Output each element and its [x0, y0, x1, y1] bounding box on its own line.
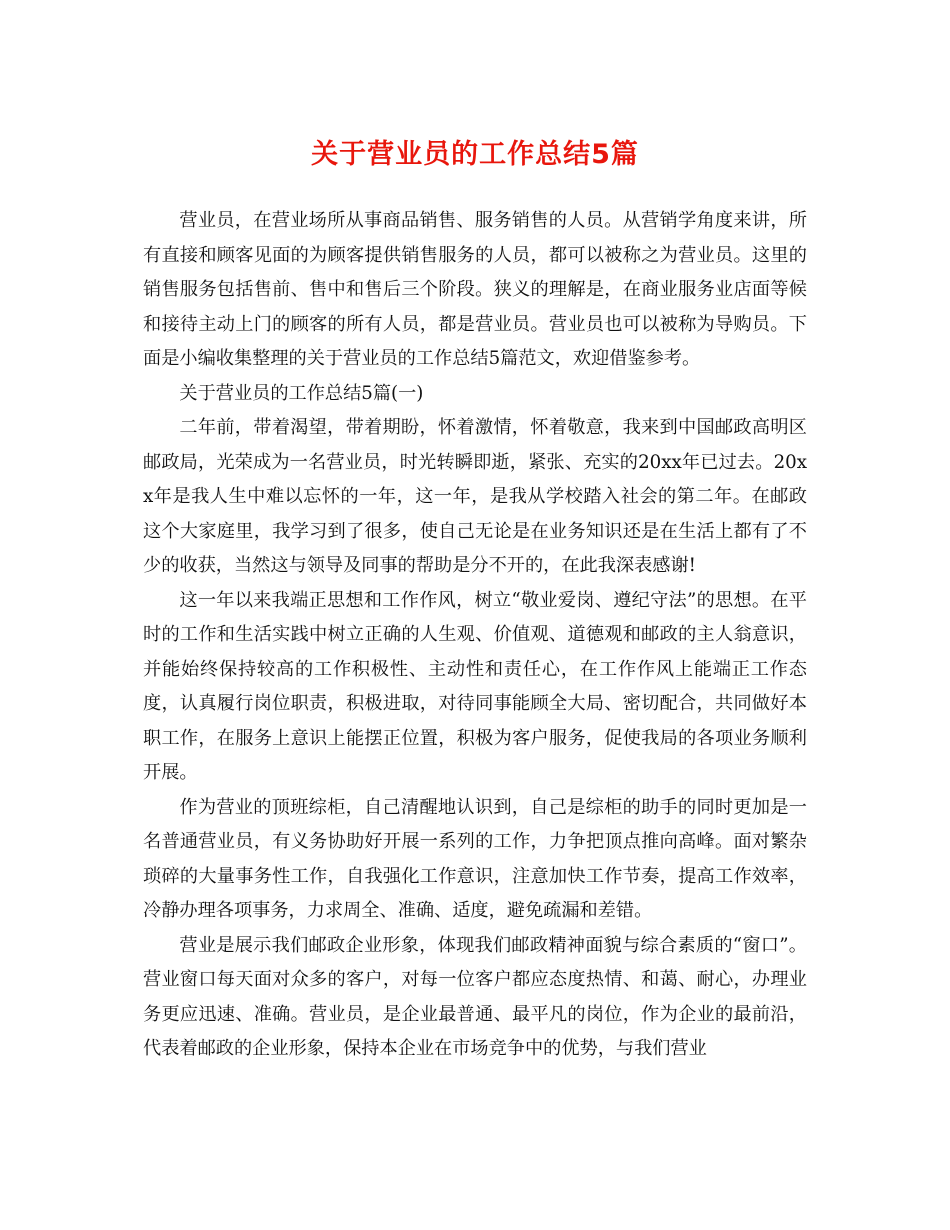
document-title: 关于营业员的工作总结5篇	[311, 139, 639, 170]
body-paragraph: 二年前，带着渴望，带着期盼，怀着激情，怀着敬意，我来到中国邮政高明区邮政局，光荣成为一名营业员，时光转瞬即逝，紧张、充实的20xx年已过去。20xx年是我人生中难以忘怀的一年，这一年，是我从学校踏入社会的第二年。在邮政这个大家庭里，我学习到了很多，使自己无论是在业务知识还是在生活上都有了不少的收获，当然这与领导及同事的帮助是分不开的，在此我深表感谢!	[143, 417, 807, 576]
document-body	[143, 204, 807, 1067]
body-paragraph: 这一年以来我端正思想和工作作风，树立“敬业爱岗、遵纪守法”的思想。在平时的工作和生活实践中树立正确的人生观、价值观、道德观和邮政的主人翁意识，并能始终保持较高的工作积极性、主动性和责任心，在工作作风上能端正工作态度，认真履行岗位职责，积极进取，对待同事能顾全大局、密切配合，共同做好本职工作，在服务上意识上能摆正位置，积极为客户服务，促使我局的各项业务顺利开展。	[143, 589, 807, 783]
body-paragraph: 营业是展示我们邮政企业形象，体现我们邮政精神面貌与综合素质的“窗口”。营业窗口每天面对众多的客户，对每一位客户都应态度热情、和蔼、耐心，办理业务更应迅速、准确。营业员，是企业最普通、最平凡的岗位，作为企业的最前沿，代表着邮政的企业形象，保持本企业在市场竞争中的优势，与我们营业	[143, 934, 807, 1059]
body-paragraph: 作为营业的顶班综柜，自己清醒地认识到，自己是综柜的助手的同时更加是一名普通营业员，有义务协助好开展一系列的工作，力争把顶点推向高峰。面对繁杂琐碎的大量事务性工作，自我强化工作意识，注意加快工作节奏，提高工作效率，冷静办理各项事务，力求周全、准确、适度，避免疏漏和差错。	[143, 796, 807, 921]
intro-paragraph: 营业员，在营业场所从事商品销售、服务销售的人员。从营销学角度来讲，所有直接和顾客见面的为顾客提供销售服务的人员，都可以被称之为营业员。这里的销售服务包括售前、售中和售后三个阶段。狭义的理解是，在商业服务业店面等候和接待主动上门的顾客的所有人员，都是营业员。营业员也可以被称为导购员。下面是小编收集整理的关于营业员的工作总结5篇范文，欢迎借鉴参考。	[143, 210, 807, 369]
section-heading: 关于营业员的工作总结5篇(一)	[179, 382, 424, 404]
